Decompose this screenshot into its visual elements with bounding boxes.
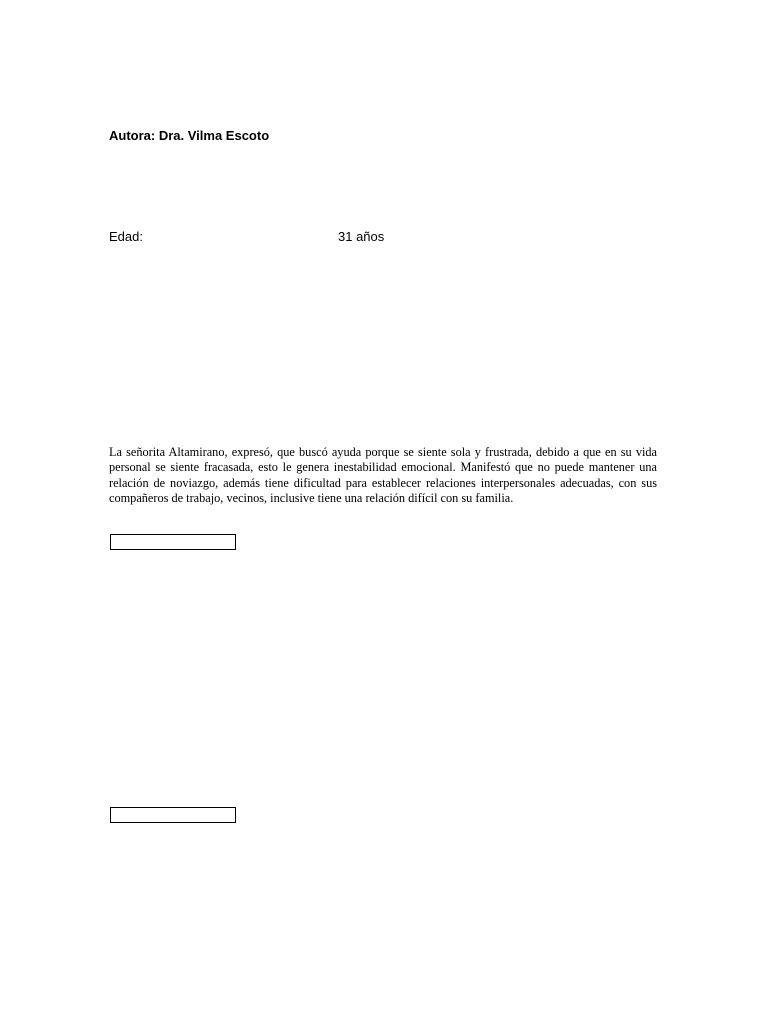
case-description-paragraph: La señorita Altamirano, expresó, que buscó ayuda porque se siente sola y frustrada, debido a que en su vida personal se siente fracasada, esto le genera inestabilidad emocional. Manifestó que no puede mantener una relación de noviazgo, además tiene dificultad para establecer relaciones interpersonales adecuadas, con sus compañeros de trabajo, vecinos, inclusive tiene una relación difícil con su familia.	[109, 445, 657, 506]
age-value: 31 años	[338, 229, 385, 244]
blank-field-box	[110, 534, 236, 550]
blank-field-box	[110, 807, 236, 823]
author-line: Autora: Dra. Vilma Escoto	[109, 128, 270, 143]
age-label: Edad:	[109, 229, 143, 244]
